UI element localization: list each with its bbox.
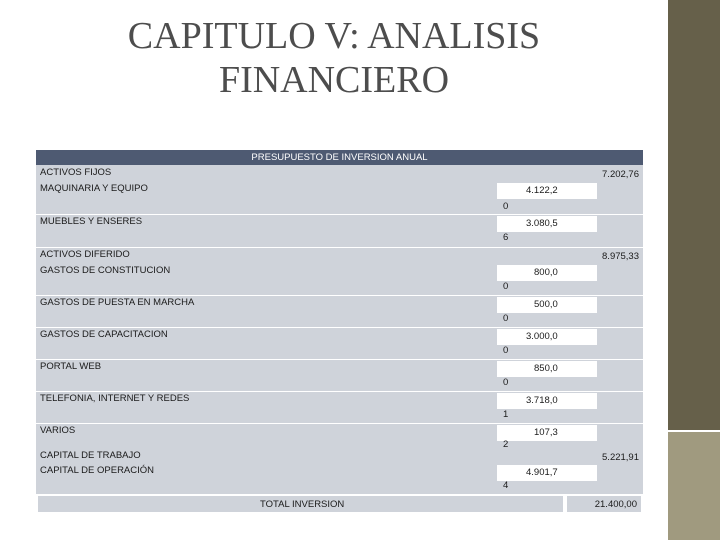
row-portal-web (36, 360, 643, 391)
row-label: CAPITAL DE TRABAJO (40, 450, 141, 461)
table-header: PRESUPUESTO DE INVERSION ANUAL (36, 150, 643, 165)
total-label-cell (38, 496, 563, 512)
row-capital-trabajo (36, 449, 643, 464)
row-value-wrap: 0 (503, 345, 509, 356)
row-label: MAQUINARIA Y EQUIPO (40, 183, 148, 194)
row-capacitacion (36, 328, 643, 359)
row-label: GASTOS DE CONSTITUCION (40, 265, 171, 276)
row-label: ACTIVOS DIFERIDO (40, 249, 130, 260)
row-maquinaria (36, 182, 643, 214)
total-label: TOTAL INVERSION (260, 499, 345, 510)
title-line-2: FINANCIERO (218, 59, 450, 101)
row-total: 5.221,91 (602, 452, 639, 463)
row-value: 3.718,0 (526, 395, 558, 406)
row-value-wrap: 1 (503, 409, 509, 420)
row-label: MUEBLES Y ENSERES (40, 216, 143, 227)
row-activos-fijos (36, 166, 643, 182)
row-value: 850,0 (534, 363, 558, 374)
row-label: VARIOS (40, 425, 76, 436)
row-value: 4.901,7 (526, 467, 558, 478)
budget-table (36, 150, 643, 514)
row-muebles (36, 215, 643, 247)
row-value-wrap: 0 (503, 281, 509, 292)
row-puesta-marcha (36, 296, 643, 327)
row-value: 3.080,5 (526, 218, 558, 229)
row-label: PORTAL WEB (40, 361, 102, 372)
title-line-1: CAPITULO V: ANALISIS (127, 15, 541, 57)
row-total: 7.202,76 (602, 169, 639, 180)
row-value-wrap: 0 (503, 313, 509, 324)
row-value-wrap: 6 (503, 232, 509, 243)
row-label: GASTOS DE PUESTA EN MARCHA (40, 297, 195, 308)
row-value-wrap: 4 (503, 480, 509, 491)
sidebar-light-block (668, 432, 720, 540)
row-value: 4.122,2 (526, 185, 558, 196)
row-label: ACTIVOS FIJOS (40, 167, 112, 178)
row-label: GASTOS DE CAPACITACION (40, 329, 168, 340)
row-capital-operacion (36, 464, 643, 494)
row-label: TELEFONIA, INTERNET Y REDES (40, 393, 190, 404)
sidebar-dark-block (668, 0, 720, 430)
row-constitucion (36, 264, 643, 295)
row-total: 8.975,33 (602, 251, 639, 262)
total-value: 21.400,00 (594, 499, 637, 510)
row-activos-diferido (36, 248, 643, 264)
decorative-sidebar (668, 0, 720, 540)
slide-title (0, 14, 668, 102)
row-varios (36, 424, 643, 452)
total-value-cell (567, 496, 641, 512)
row-value-wrap: 0 (503, 377, 509, 388)
row-value-wrap: 0 (503, 201, 509, 212)
row-total-inversion (36, 494, 643, 514)
row-value-wrap: 2 (503, 439, 509, 450)
row-telefonia (36, 392, 643, 423)
row-label: CAPITAL DE OPERACIÓN (40, 465, 155, 476)
row-value: 800,0 (534, 267, 558, 278)
row-value: 107,3 (534, 427, 558, 438)
row-value: 3.000,0 (526, 331, 558, 342)
row-value: 500,0 (534, 299, 558, 310)
